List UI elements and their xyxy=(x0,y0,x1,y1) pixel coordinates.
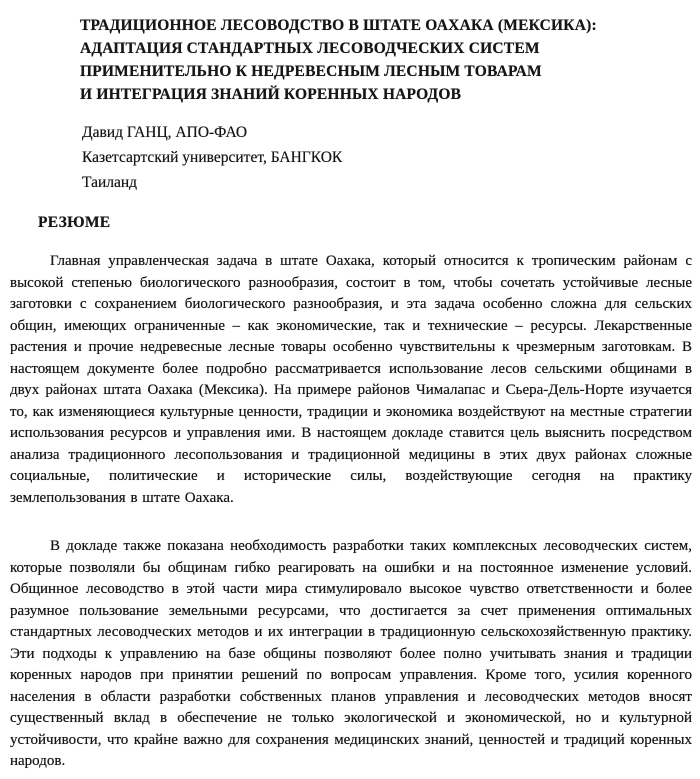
author-country: Таиланд xyxy=(82,174,138,191)
abstract-paragraph-2: В докладе также показана необходимость разработки таких комплексных лесоводческих систем, которые позволяли бы общинам гибко реагировать на ошибки и на постоянное изменение условий. Общинное лесоводство в этой части мира стимулировало высокое чувство ответственности и более разумное пользование земельными ресурсами, что достигается за счет применения оптимальных стандартных лесоводческих методов и их интеграции в традиционную сельскохозяйственную практику. Эти подходы к управлению на базе общины позволяют более полно учитывать знания и традиции коренных народов при принятии решений по вопросам управления. Кроме того, усилия коренного населения в области разработки собственных планов управления и лесоводческих методов вносят существенный вклад в обеспечение не только экологической и экономической, но и культурной устойчивости, что крайне важно для сохранения медицинских знаний, ценностей и традиций коренных народов. xyxy=(10,538,692,769)
title-line-1: ТРАДИЦИОННОЕ ЛЕСОВОДСТВО В ШТАТЕ ОАХАКА (МЕКСИКА): xyxy=(80,17,597,34)
author-name: Давид ГАНЦ, АПО-ФАО xyxy=(82,124,248,141)
title-line-4: И ИНТЕГРАЦИЯ ЗНАНИЙ КОРЕННЫХ НАРОДОВ xyxy=(80,86,462,103)
author-affiliation: Казетсартский университет, БАНГКОК xyxy=(82,149,343,166)
title-line-2: АДАПТАЦИЯ СТАНДАРТНЫХ ЛЕСОВОДЧЕСКИХ СИСТЕМ xyxy=(80,40,540,57)
author-block xyxy=(82,120,692,195)
section-heading-resume: РЕЗЮМЕ xyxy=(38,214,111,231)
title-line-3: ПРИМЕНИТЕЛЬНО К НЕДРЕВЕСНЫМ ЛЕСНЫМ ТОВАРАМ xyxy=(80,63,542,80)
abstract-paragraph-1: Главная управленческая задача в штате Оахака, который относится к тропическим районам с высокой степенью биологического разнообразия, состоит в том, чтобы сочетать устойчивые лесные заготовки с сохранением биологического разнообразия, и эта задача особенно сложна для сельских общин, имеющих ограниченные – как экономические, так и технические – ресурсы. Лекарственные растения и прочие недревесные лесные товары особенно чувствительны к чрезмерным заготовкам. В настоящем документе более подробно рассматривается использование лесов сельскими общинами в двух районах штата Оахака (Мексика). На примере районов Чималапас и Сьера-Дель-Норте изучается то, как изменяющиеся культурные ценности, традиции и экономика воздействуют на местные стратегии использования ресурсов и управления ими. В настоящем докладе ставится цель выяснить посредством анализа традиционного лесопользования и традиционной медицины в этих двух районах сложные социальные, политические и исторические силы, воздействующие сегодня на практику землепользования в штате Оахака. xyxy=(10,253,692,506)
document-title xyxy=(80,14,692,106)
